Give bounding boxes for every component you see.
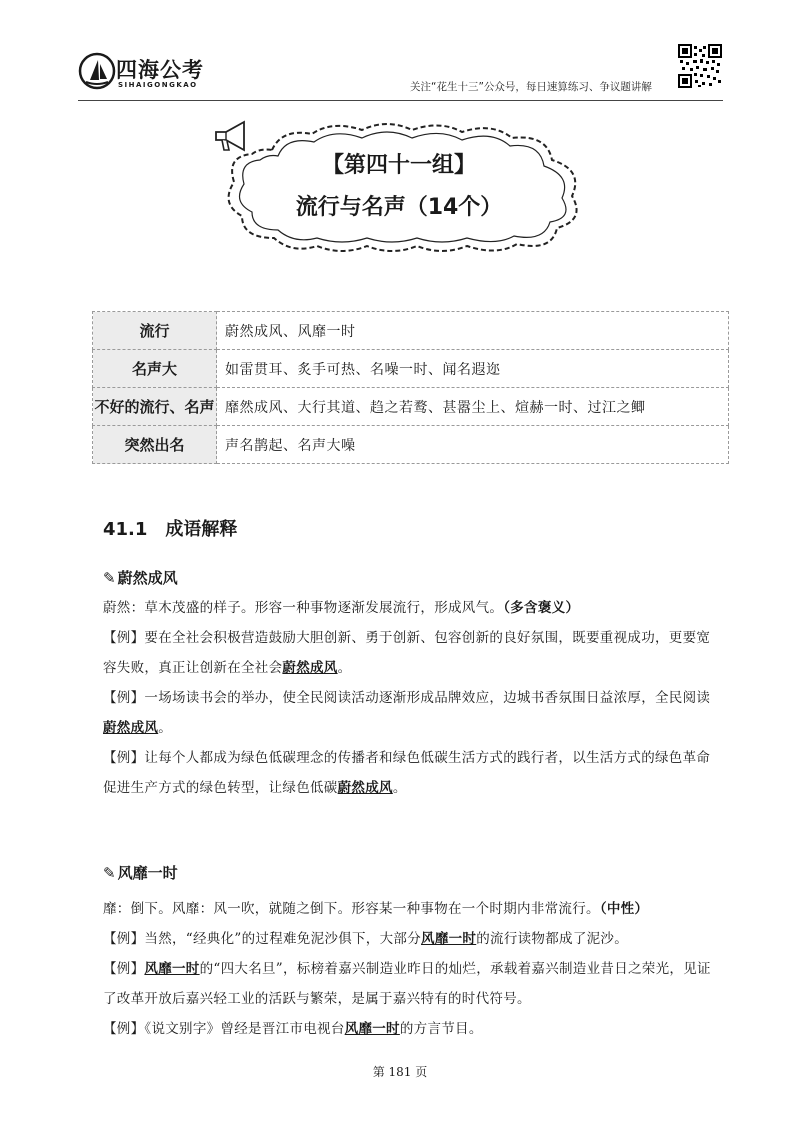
cloud-outline [212,120,586,256]
highlighted-idiom: 风靡一时 [144,961,200,977]
idioms-cell: 靡然成风、大行其道、趋之若鹜、甚嚣尘上、煊赫一时、过江之鲫 [217,388,729,426]
qr-code-icon [678,44,722,88]
section-number: 41.1 [103,519,148,540]
sentiment-tag: （中性） [599,901,649,917]
highlighted-idiom: 蔚然成风 [337,780,393,796]
example-sentence: 【例】让每个人都成为绿色低碳理念的传播者和绿色低碳生活方式的践行者，以生活方式的绿色革命促进生产方式的绿色转型，让绿色低碳蔚然成风。 [103,750,711,796]
example-sentence: 【例】风靡一时的“四大名旦”，标榜着嘉兴制造业昨日的灿烂，承载着嘉兴制造业昔日之荣光，见证了改革开放后嘉兴轻工业的活跃与繁荣，是属于嘉兴特有的时代符号。 [103,961,711,1007]
title-cloud-banner [212,120,586,256]
group-subtitle: 流行与名声（14个） [295,195,503,220]
example-sentence: 【例】要在全社会积极营造鼓励大胆创新、勇于创新、包容创新的良好氛围，既要重视成功，更要宽容失败，真正让创新在全社会蔚然成风。 [103,630,711,676]
section-title: 成语解释 [165,519,238,540]
idiom-heading [103,567,178,588]
idiom-definition [103,593,723,623]
category-cell: 突然出名 [93,426,217,464]
idiom-heading [103,862,178,883]
highlighted-idiom: 蔚然成风 [103,720,159,736]
pencil-icon: ✎ [103,864,116,882]
idiom-category-table [92,311,729,464]
header-divider [78,100,723,101]
header-slogan: 关注“花生十三”公众号，每日速算练习、争议题讲解 [410,81,652,93]
table-row [93,350,729,388]
example-sentence: 【例】《说文别字》曾经是晋江市电视台风靡一时的方言节目。 [103,1021,483,1037]
category-cell: 流行 [93,312,217,350]
definition-text: 蔚然：草木茂盛的样子。形容一种事物逐渐发展流行，形成风气。 [103,600,504,616]
highlighted-idiom: 蔚然成风 [282,660,338,676]
highlighted-idiom: 风靡一时 [344,1021,400,1037]
table-row [93,426,729,464]
category-cell: 名声大 [93,350,217,388]
pencil-icon: ✎ [103,569,116,587]
table-row [93,388,729,426]
example-sentence: 【例】一场场读书会的举办，使全民阅读活动逐渐形成品牌效应，边城书香氛围日益浓厚，全民阅读蔚然成风。 [103,690,711,736]
logo-chinese-text: 四海公考 [116,58,204,82]
section-heading [103,515,237,541]
logo-english-text: SIHAIGONGKAO [118,81,198,89]
definition-text: 靡：倒下。风靡：风一吹，就随之倒下。形容某一种事物在一个时期内非常流行。 [103,901,600,917]
idioms-cell: 蔚然成风、风靡一时 [217,312,729,350]
brand-logo [78,52,208,100]
idiom-name: 风靡一时 [117,864,178,882]
table-row [93,312,729,350]
idioms-cell: 如雷贯耳、炙手可热、名噪一时、闻名遐迩 [217,350,729,388]
sentiment-tag: （多含褒义） [503,600,580,616]
category-cell: 不好的流行、名声 [93,388,217,426]
idioms-cell: 声名鹊起、名声大噪 [217,426,729,464]
group-title: 【第四十一组】 [321,153,476,178]
page-number: 第 181 页 [372,1065,428,1079]
idiom-name: 蔚然成风 [117,569,178,587]
idiom-definition [103,894,723,924]
sail-logo-icon [78,52,116,90]
example-sentence: 【例】当然，“经典化”的过程难免泥沙俱下，大部分风靡一时的流行读物都成了泥沙。 [103,931,629,947]
highlighted-idiom: 风靡一时 [421,931,477,947]
page-header [0,0,800,100]
